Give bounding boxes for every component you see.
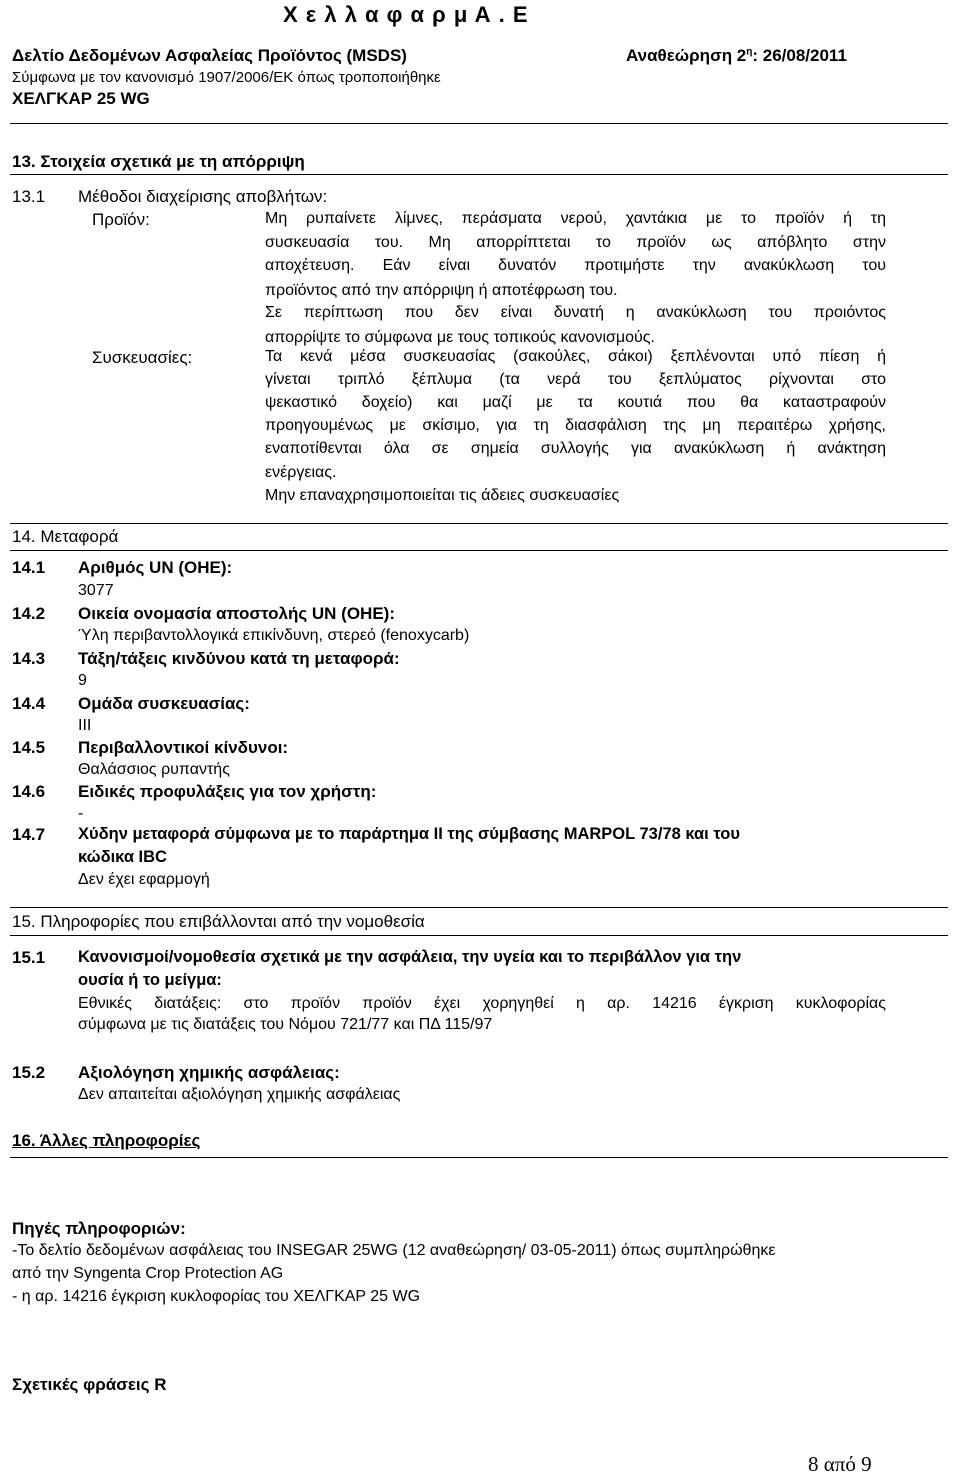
text-line: εναποτίθενται όλα σε σημεία συλλογής για ανακύκλωση ή ανάκτηση — [265, 440, 886, 457]
section-15-heading: 15. Πληροφορίες που επιβάλλονται από την νομοθεσία — [12, 912, 425, 931]
item-label: Ομάδα συσκευασίας: — [78, 694, 250, 713]
product-label: Προϊόν: — [92, 210, 150, 229]
section-14-heading: 14. Μεταφορά — [12, 527, 119, 546]
marpol-title-line1: Χύδην μεταφορά σύμφωνα με το παράρτημα II της σύμβασης MARPOL 73/78 και του — [78, 825, 740, 843]
regulations-title-line2: ουσία ή το μείγμα: — [78, 971, 222, 989]
regulation-line: Σύμφωνα με τον κανονισμό 1907/2006/ΕΚ όπως τροποποιήθηκε — [12, 69, 441, 86]
text-line: γίνεται τριπλό ξέπλυμα (τα νερά του ξεπλύματος ρίχνονται στο — [265, 371, 886, 388]
section-15-top-divider — [10, 907, 948, 908]
section-13-1-title: Μέθοδοι διαχείρισης αποβλήτων: — [78, 187, 328, 206]
item-value: Θαλάσσιος ρυπαντής — [78, 761, 230, 778]
section-16-heading: 16. Άλλες πληροφορίες — [12, 1131, 201, 1150]
regulations-text-line2: σύμφωνα με τις διατάξεις του Νόμου 721/77 και ΠΔ 115/97 — [78, 1016, 493, 1033]
regulations-text-line1: Εθνικές διατάξεις: στο προϊόν προϊόν έχει χορηγηθεί η αρ. 14216 έγκριση κυκλοφορίας — [78, 995, 886, 1012]
revision-date: : 26/08/2011 — [752, 46, 847, 65]
revision-sup: η — [746, 46, 753, 58]
sources-label: Πηγές πληροφοριών: — [12, 1219, 186, 1238]
sources-line1: -Το δελτίο δεδομένων ασφάλειας του INSEGAR 25WG (12 αναθεώρηση/ 03-05-2011) όπως συμπληρώθηκε — [12, 1242, 776, 1259]
revision-prefix: Αναθεώρηση 2 — [626, 46, 747, 65]
section-13-divider — [10, 174, 948, 175]
section-15-divider — [10, 935, 948, 936]
product-name: ΧΕΛΓΚΑΡ 25 WG — [12, 89, 150, 108]
section-14-divider — [10, 550, 948, 551]
item-number: 14.4 — [12, 694, 46, 713]
text-line: αποχέτευση. Εάν είναι δυνατόν προτιμήστε την ανακύκλωση του — [265, 257, 886, 274]
marpol-value: Δεν έχει εφαρμογή — [78, 871, 210, 888]
text-line: Σε περίπτωση που δεν είναι δυνατή η ανακύκλωση του προιόντος — [265, 304, 886, 321]
section-13-1-number: 13.1 — [12, 187, 46, 206]
item-value: 3077 — [78, 582, 114, 599]
sources-line2: από την Syngenta Crop Protection AG — [12, 1265, 284, 1282]
text-line: προηγουμένως με σκίσιμο, για τη διασφάλιση της μη περαιτέρω χρήσης, — [265, 417, 886, 434]
document-title: Δελτίο Δεδομένων Ασφαλείας Προϊόντος (MSDS) — [12, 46, 407, 65]
text-line: ενέργειας. — [265, 464, 337, 481]
item-label: Οικεία ονομασία αποστολής UN (ΟΗΕ): — [78, 604, 395, 623]
sources-line3: - η αρ. 14216 έγκριση κυκλοφορίας του ΧΕΛΓΚΑΡ 25 WG — [12, 1288, 421, 1305]
regulations-title-line1: Κανονισμοί/νομοθεσία σχετικά με την ασφάλεια, την υγεία και το περιβάλλον για την — [78, 948, 742, 966]
text-line: Μη ρυπαίνετε λίμνες, περάσματα νερού, χαντάκια με το προϊόν ή τη — [265, 210, 886, 227]
item-label: Ειδικές προφυλάξεις για τον χρήστη: — [78, 782, 377, 801]
item-value: 9 — [78, 672, 87, 689]
text-line: Τα κενά μέσα συσκευασίας (σακούλες, σάκοι) ξεπλένονται υπό πίεση ή — [265, 348, 886, 365]
text-line: Μην επαναχρησιμοποιείται τις άδειες συσκευασίες — [265, 487, 620, 504]
item-label: Τάξη/τάξεις κινδύνου κατά τη μεταφορά: — [78, 649, 400, 668]
item-label: Περιβαλλοντικοί κίνδυνοι: — [78, 738, 289, 757]
page-number: 8 από 9 — [808, 1452, 872, 1476]
item-number: 14.3 — [12, 649, 46, 668]
header-divider — [10, 123, 948, 124]
item-number: 14.2 — [12, 604, 46, 623]
item-number: 14.6 — [12, 782, 46, 801]
revision — [626, 46, 847, 66]
item-number: 14.1 — [12, 558, 46, 577]
text-line: ψεκαστικό δοχείο) και μαζί με τα κουτιά που θα καταστραφούν — [265, 394, 886, 411]
marpol-title-line2: κώδικα IBC — [78, 848, 167, 866]
item-value: III — [78, 717, 92, 734]
item-number: 14.7 — [12, 825, 46, 844]
section-13-heading: 13. Στοιχεία σχετικά με τη απόρριψη — [12, 152, 305, 171]
item-label: Αριθμός UN (ΟΗΕ): — [78, 558, 233, 577]
r-phrases-heading: Σχετικές φράσεις R — [12, 1375, 167, 1394]
item-number: 14.5 — [12, 738, 46, 757]
chemical-safety-label: Αξιολόγηση χημικής ασφάλειας: — [78, 1063, 340, 1082]
company-name: Χ ε λ λ α φ α ρ μ Α . Ε — [283, 2, 529, 27]
text-line: προϊόντος από την απόρριψη ή αποτέφρωση του. — [265, 282, 618, 299]
item-value: Ύλη περιβαντολλογικά επικίνδυνη, στερεό (fenoxycarb) — [78, 627, 470, 644]
section-14-top-divider — [10, 523, 948, 524]
packaging-label: Συσκευασίες: — [92, 348, 193, 367]
item-number: 15.2 — [12, 1063, 46, 1082]
chemical-safety-value: Δεν απαιτείται αξιολόγηση χημικής ασφάλειας — [78, 1086, 401, 1103]
text-line: συσκευασία του. Μη απορρίπτεται το προϊόν ως απόβλητο στην — [265, 234, 886, 251]
item-number: 15.1 — [12, 948, 46, 967]
section-16-divider — [10, 1157, 948, 1158]
item-value: - — [78, 805, 84, 822]
text-line: απορρίψτε το σύμφωνα με τους τοπικούς κανονισμούς. — [265, 329, 655, 346]
